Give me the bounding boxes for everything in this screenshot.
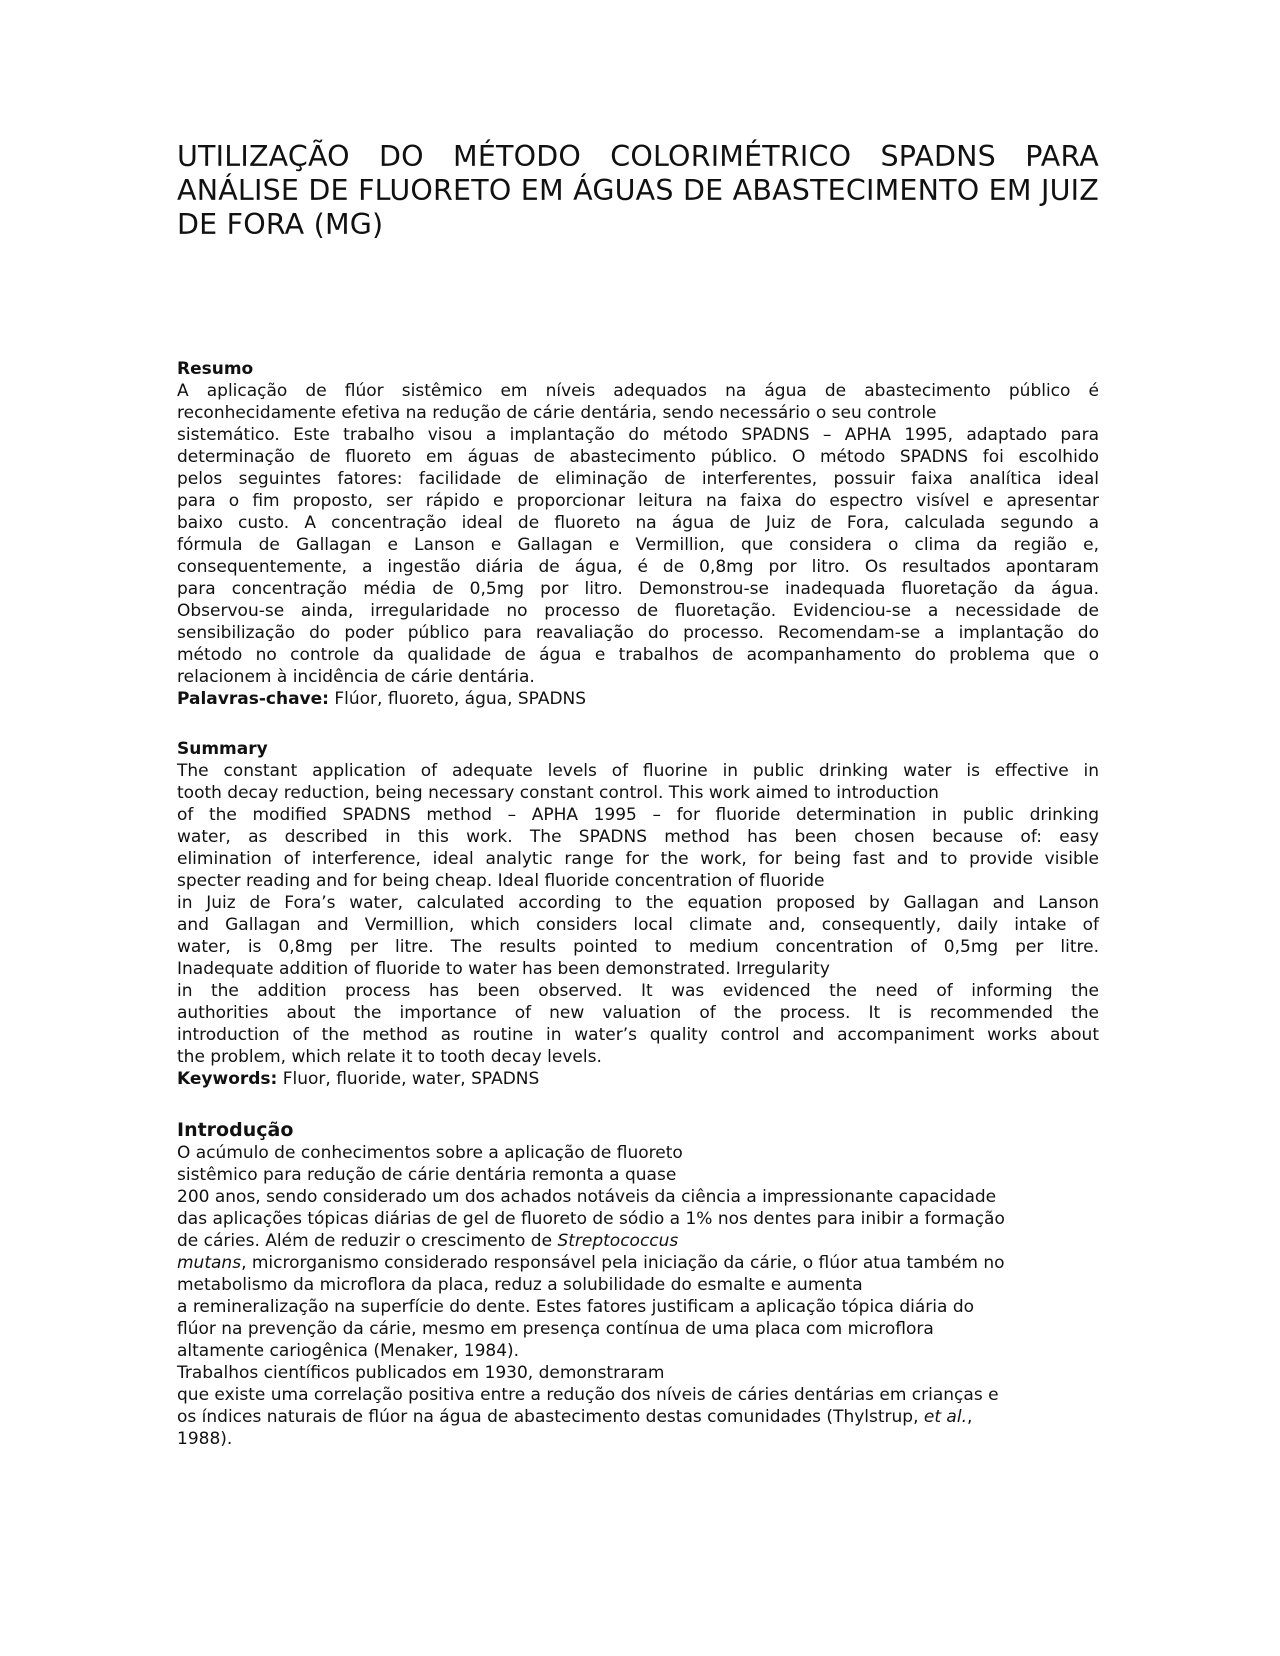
resumo-line: baixo custo. A concentração ideal de fluoreto na água de Juiz de Fora, calculada segundo a xyxy=(177,513,1099,533)
species-name: mutans xyxy=(177,1253,242,1273)
resumo-line: reconhecidamente efetiva na redução de cárie dentária, sendo necessário o seu controle xyxy=(177,403,937,423)
summary-line: and Gallagan and Vermillion, which considers local climate and, consequently, daily intake of xyxy=(177,915,1099,935)
citation-etal: et al. xyxy=(923,1407,967,1427)
resumo-line: sistemático. Este trabalho visou a implantação do método SPADNS – APHA 1995, adaptado para xyxy=(177,425,1099,445)
resumo-line: pelos seguintes fatores: facilidade de eliminação de interferentes, possuir faixa analítica ideal xyxy=(177,469,1099,489)
intro-line: a remineralização na superfície do dente. Estes fatores justificam a aplicação tópica diária do xyxy=(177,1297,975,1317)
keywords-value: Flúor, fluoreto, água, SPADNS xyxy=(328,689,587,709)
intro-line: das aplicações tópicas diárias de gel de fluoreto de sódio a 1% nos dentes para inibir a formação xyxy=(177,1209,1005,1229)
paper-title: UTILIZAÇÃO DO MÉTODO COLORIMÉTRICO SPADNS PARA ANÁLISE DE FLUORETO EM ÁGUAS DE ABASTECIMENTO EM JUIZ DE FORA (MG) xyxy=(177,140,1099,241)
resumo-section xyxy=(177,358,1099,710)
intro-text: de cáries. Além de reduzir o crescimento de xyxy=(177,1231,558,1251)
intro-line xyxy=(177,1230,1099,1252)
summary-line: in the addition process has been observed. It was evidenced the need of informing the xyxy=(177,981,1099,1001)
summary-line: Inadequate addition of fluoride to water has been demonstrated. Irregularity xyxy=(177,959,830,979)
summary-line: specter reading and for being cheap. Ideal fluoride concentration of fluoride xyxy=(177,871,825,891)
summary-keywords xyxy=(177,1068,1099,1090)
intro-line: O acúmulo de conhecimentos sobre a aplicação de fluoreto xyxy=(177,1143,683,1163)
intro-section xyxy=(177,1118,1099,1450)
resumo-line: para o fim proposto, ser rápido e proporcionar leitura na faixa do espectro visível e apresentar xyxy=(177,491,1099,511)
intro-heading: Introdução xyxy=(177,1119,294,1141)
summary-heading: Summary xyxy=(177,739,268,759)
intro-line: que existe uma correlação positiva entre a redução dos níveis de cáries dentárias em crianças e xyxy=(177,1385,999,1405)
resumo-body xyxy=(177,380,1099,688)
resumo-heading: Resumo xyxy=(177,359,254,379)
summary-line: water, as described in this work. The SPADNS method has been chosen because of: easy xyxy=(177,827,1099,847)
summary-line: the problem, which relate it to tooth decay levels. xyxy=(177,1047,602,1067)
resumo-line: fórmula de Gallagan e Lanson e Gallagan e Vermillion, que considera o clima da região e, xyxy=(177,535,1099,555)
intro-line xyxy=(177,1252,1099,1274)
intro-line: 200 anos, sendo considerado um dos achados notáveis da ciência a impressionante capacidade xyxy=(177,1187,997,1207)
keywords-value: Fluor, fluoride, water, SPADNS xyxy=(277,1069,540,1089)
species-name: Streptococcus xyxy=(557,1231,679,1251)
resumo-line: para concentração média de 0,5mg por litro. Demonstrou-se inadequada fluoretação da água. xyxy=(177,579,1099,599)
summary-section xyxy=(177,738,1099,1090)
intro-text: , xyxy=(966,1407,973,1427)
intro-line: altamente cariogênica (Menaker, 1984). xyxy=(177,1341,520,1361)
summary-line: introduction of the method as routine in water’s quality control and accompaniment works about xyxy=(177,1025,1099,1045)
intro-line xyxy=(177,1406,1099,1428)
intro-line: 1988). xyxy=(177,1429,233,1449)
resumo-line: consequentemente, a ingestão diária de água, é de 0,8mg por litro. Os resultados apontaram xyxy=(177,557,1099,577)
resumo-keywords xyxy=(177,688,1099,710)
intro-line: sistêmico para redução de cárie dentária remonta a quase xyxy=(177,1165,677,1185)
summary-line: elimination of interference, ideal analytic range for the work, for being fast and to provide visible xyxy=(177,849,1099,869)
intro-line: Trabalhos científicos publicados em 1930, demonstraram xyxy=(177,1363,665,1383)
summary-line: authorities about the importance of new valuation of the process. It is recommended the xyxy=(177,1003,1099,1023)
intro-line: flúor na prevenção da cárie, mesmo em presença contínua de uma placa com microflora xyxy=(177,1319,934,1339)
resumo-line: relacionem à incidência de cárie dentária. xyxy=(177,667,535,687)
resumo-line: método no controle da qualidade de água e trabalhos de acompanhamento do problema que o xyxy=(177,645,1099,665)
title-block xyxy=(177,140,1099,242)
intro-body xyxy=(177,1142,1099,1450)
keywords-label: Keywords: xyxy=(177,1069,278,1089)
intro-text: os índices naturais de flúor na água de abastecimento destas comunidades (Thylstrup, xyxy=(177,1407,924,1427)
resumo-line: sensibilização do poder público para reavaliação do processo. Recomendam-se a implantação do xyxy=(177,623,1099,643)
summary-line: in Juiz de Fora’s water, calculated according to the equation proposed by Gallagan and Lanson xyxy=(177,893,1099,913)
summary-line: tooth decay reduction, being necessary constant control. This work aimed to introduction xyxy=(177,783,939,803)
summary-body xyxy=(177,760,1099,1068)
intro-line: metabolismo da microflora da placa, reduz a solubilidade do esmalte e aumenta xyxy=(177,1275,863,1295)
keywords-label: Palavras-chave: xyxy=(177,689,329,709)
summary-line: water, is 0,8mg per litre. The results pointed to medium concentration of 0,5mg per litre. xyxy=(177,937,1099,957)
resumo-line: Observou-se ainda, irregularidade no processo de fluoretação. Evidenciou-se a necessidade de xyxy=(177,601,1099,621)
summary-line: of the modified SPADNS method – APHA 1995 – for fluoride determination in public drinking xyxy=(177,805,1099,825)
resumo-line: A aplicação de flúor sistêmico em níveis adequados na água de abastecimento público é xyxy=(177,381,1099,401)
resumo-line: determinação de fluoreto em águas de abastecimento público. O método SPADNS foi escolhido xyxy=(177,447,1099,467)
intro-text: , microrganismo considerado responsável pela iniciação da cárie, o flúor atua também no xyxy=(241,1253,1005,1273)
summary-line: The constant application of adequate levels of fluorine in public drinking water is effective in xyxy=(177,761,1099,781)
